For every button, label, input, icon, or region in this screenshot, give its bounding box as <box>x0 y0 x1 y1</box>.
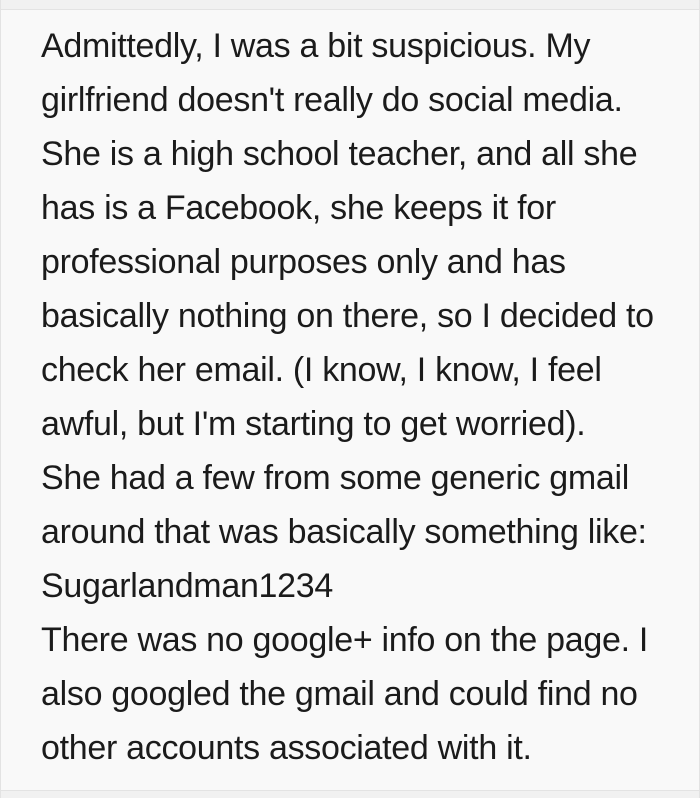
post-text-line: girlfriend doesn't really do social media. <box>41 81 623 119</box>
post-text-line: Admittedly, I was a bit suspicious. My <box>41 27 591 65</box>
post-text-line: awful, but I'm starting to get worried). <box>41 405 586 443</box>
post-text-line: basically nothing on there, so I decided to <box>41 297 654 335</box>
top-edge-strip <box>1 0 699 10</box>
post-text-line: She is a high school teacher, and all she <box>41 135 638 173</box>
bottom-edge-strip <box>1 790 699 798</box>
post-text-line: has is a Facebook, she keeps it for <box>41 189 556 227</box>
post-text-line: also googled the gmail and could find no <box>41 675 638 713</box>
post-text-line: professional purposes only and has <box>41 243 566 281</box>
post-text-line: other accounts associated with it. <box>41 729 532 767</box>
post-text-line: check her email. (I know, I know, I feel <box>41 351 602 389</box>
post-text-line: Sugarlandman1234 <box>41 567 333 605</box>
post-body-text <box>41 19 681 775</box>
post-text-line: She had a few from some generic gmail <box>41 459 629 497</box>
post-text-line: around that was basically something like: <box>41 513 647 551</box>
post-text-line: There was no google+ info on the page. I <box>41 621 649 659</box>
